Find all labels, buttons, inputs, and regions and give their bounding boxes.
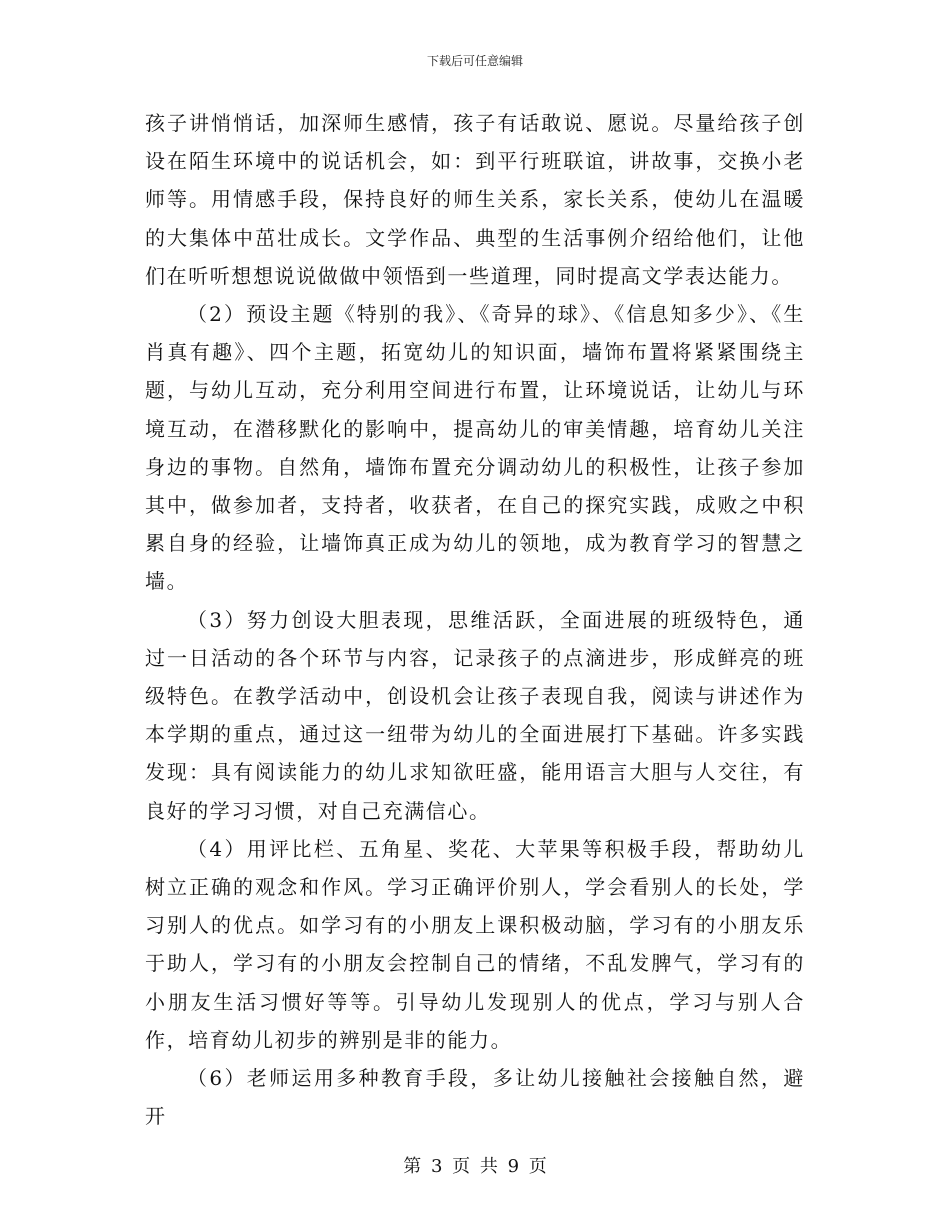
paragraph-item-3: （3）努力创设大胆表现，思维活跃，全面进展的班级特色，通过一日活动的各个环节与内容，记录孩子的点滴进步，形成鲜亮的班级特色。在教学活动中，创设机会让孩子表现自我，阅读与讲述作为本学期的重点，通过这一纽带为幼儿的全面进展打下基础。许多实践发现：具有阅读能力的幼儿求知欲旺盛，能用语言大胆与人交往，有良好的学习习惯，对自己充满信心。 (145, 607, 805, 823)
paragraph-item-2: （2）预设主题《特别的我》、《奇异的球》、《信息知多少》、《生肖真有趣》、四个主题，拓宽幼儿的知识面，墙饰布置将紧紧围绕主题，与幼儿互动，充分利用空间进行布置，让环境说话，让幼儿与环境互动，在潜移默化的影响中，提高幼儿的审美情趣，培育幼儿关注身边的事物。自然角，墙饰布置充分调动幼儿的积极性，让孩子参加其中，做参加者，支持者，收获者，在自己的探究实践，成败之中积累自身的经验，让墙饰真正成为幼儿的领地，成为教育学习的智慧之墙。 (145, 302, 805, 594)
document-body (145, 104, 805, 1135)
page-number-footer: 第 3 页 共 9 页 (403, 1156, 547, 1177)
page-header: 下载后可任意编辑 (426, 54, 523, 68)
paragraph-continuation: 孩子讲悄悄话，加深师生感情，孩子有话敢说、愿说。尽量给孩子创设在陌生环境中的说话机会，如：到平行班联谊，讲故事，交换小老师等。用情感手段，保持良好的师生关系，家长关系，使幼儿在温暖的大集体中茁壮成长。文学作品、典型的生活事例介绍给他们，让他们在听听想想说说做做中领悟到一些道理，同时提高文学表达能力。 (145, 111, 805, 288)
paragraph-item-4: （4）用评比栏、五角星、奖花、大苹果等积极手段，帮助幼儿树立正确的观念和作风。学习正确评价别人，学会看别人的长处，学习别人的优点。如学习有的小朋友上课积极动脑，学习有的小朋友乐于助人，学习有的小朋友会控制自己的情绪，不乱发脾气，学习有的小朋友生活习惯好等等。引导幼儿发现别人的优点，学习与别人合作，培育幼儿初步的辨别是非的能力。 (145, 836, 805, 1052)
paragraph-item-6: （6）老师运用多种教育手段，多让幼儿接触社会接触自然，避开 (145, 1066, 805, 1129)
